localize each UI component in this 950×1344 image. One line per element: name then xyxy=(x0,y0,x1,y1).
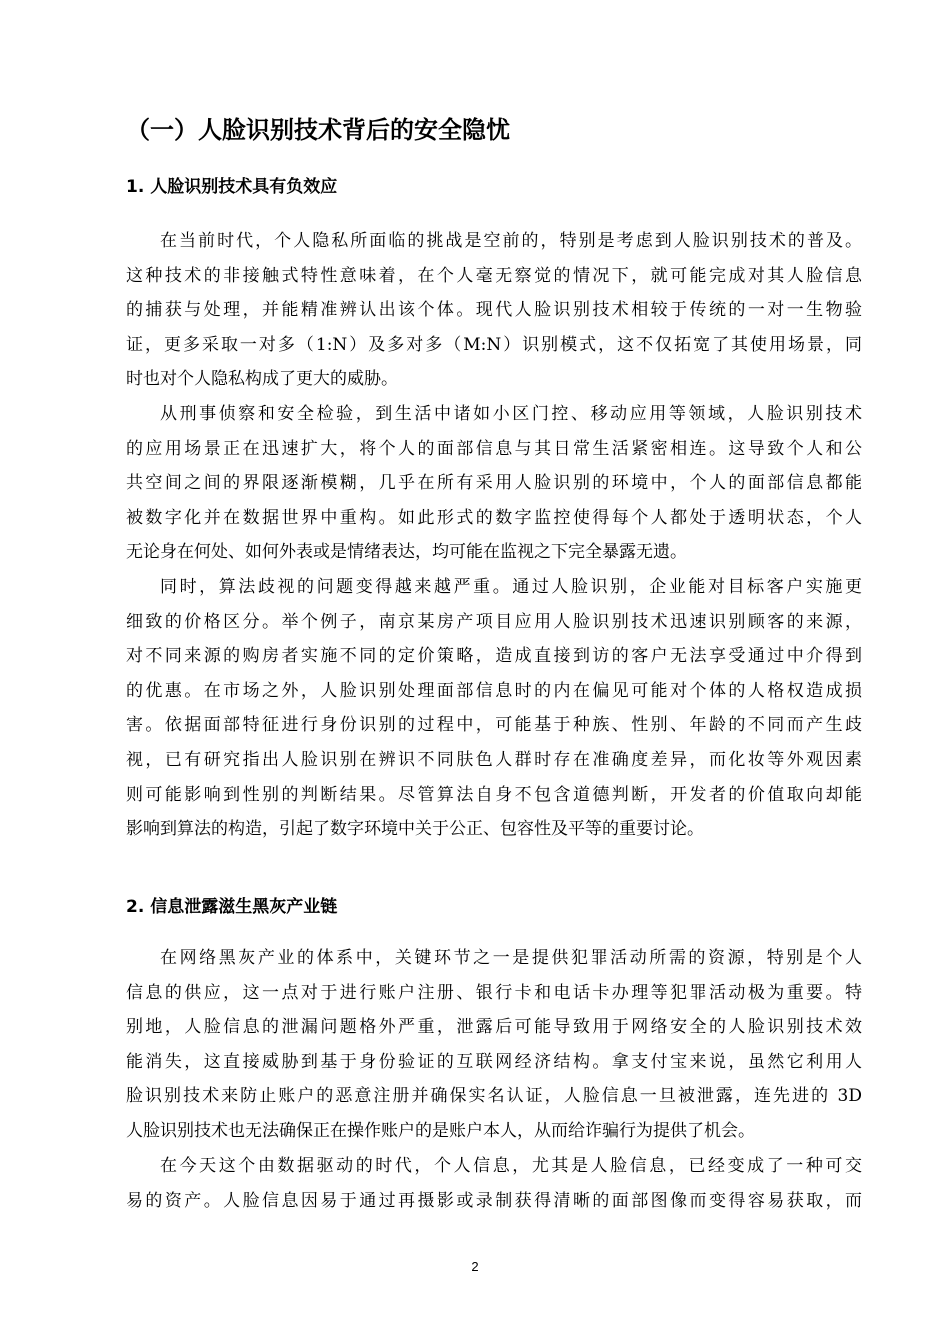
paragraph-5 xyxy=(126,1149,862,1218)
text-line: 脸识别技术来防止账户的恶意注册并确保实名认证，人脸信息一旦被泄露，连先进的 3D xyxy=(126,1086,862,1107)
text-line: 的捕获与处理，并能精准辨认出该个体。现代人脸识别技术相较于传统的一对一生物验 xyxy=(126,300,862,321)
section-title: （一）人脸识别技术背后的安全隐忧 xyxy=(126,116,510,144)
page-number: 2 xyxy=(471,1259,479,1274)
text-line: 被数字化并在数据世界中重构。如此形式的数字监控使得每个人都处于透明状态，个人 xyxy=(126,507,862,528)
text-line: 证，更多采取一对多（1:N）及多对多（M:N）识别模式，这不仅拓宽了其使用场景，同 xyxy=(126,334,862,355)
text-line: 在网络黑灰产业的体系中，关键环节之一是提供犯罪活动所需的资源，特别是个人 xyxy=(160,948,862,968)
text-line: 害。依据面部特征进行身份识别的过程中，可能基于种族、性别、年龄的不同而产生歧 xyxy=(126,715,862,736)
text-line: 视，已有研究指出人脸识别在辨识不同肤色人群时存在准确度差异，而化妆等外观因素 xyxy=(126,749,862,770)
text-line: 则可能影响到性别的判断结果。尽管算法自身不包含道德判断，开发者的价值取向却能 xyxy=(126,784,862,805)
text-line: 能消失，这直接威胁到基于身份验证的互联网经济结构。拿支付宝来说，虽然它利用人 xyxy=(126,1051,862,1072)
subsection-heading-1: 1. 人脸识别技术具有负效应 xyxy=(126,177,338,197)
text-line: 信息的供应，这一点对于进行账户注册、银行卡和电话卡办理等犯罪活动极为重要。特 xyxy=(126,982,862,1003)
text-line: 的应用场景正在迅速扩大，将个人的面部信息与其日常生活紧密相连。这导致个人和公 xyxy=(126,438,862,459)
text-line: 易的资产。人脸信息因易于通过再摄影或录制获得清晰的面部图像而变得容易获取，而 xyxy=(126,1190,862,1211)
text-line: 从刑事侦察和安全检验，到生活中诸如小区门控、移动应用等领域，人脸识别技术 xyxy=(160,404,862,424)
text-line: 共空间之间的界限逐渐模糊，几乎在所有采用人脸识别的环境中，个人的面部信息都能 xyxy=(126,473,862,494)
text-line: 在今天这个由数据驱动的时代，个人信息，尤其是人脸信息，已经变成了一种可交 xyxy=(160,1156,862,1176)
text-line: 对不同来源的购房者实施不同的定价策略，造成直接到访的客户无法享受通过中介得到 xyxy=(126,646,862,667)
text-line: 这种技术的非接触式特性意味着，在个人毫无察觉的情况下，就可能完成对其人脸信息 xyxy=(126,265,862,286)
subsection-heading-2: 2. 信息泄露滋生黑灰产业链 xyxy=(126,897,338,917)
paragraph-4 xyxy=(126,941,862,1149)
text-line: 同时，算法歧视的问题变得越来越严重。通过人脸识别，企业能对目标客户实施更 xyxy=(160,577,862,597)
paragraph-3 xyxy=(126,570,862,847)
paragraph-2 xyxy=(126,397,862,570)
text-line: 无论身在何处、如何外表或是情绪表达，均可能在监视之下完全暴露无遗。 xyxy=(126,542,687,563)
text-line: 别地，人脸信息的泄漏问题格外严重，泄露后可能导致用于网络安全的人脸识别技术效 xyxy=(126,1017,862,1038)
text-line: 影响到算法的构造，引起了数字环境中关于公正、包容性及平等的重要讨论。 xyxy=(126,819,704,840)
text-line: 细致的价格区分。举个例子，南京某房产项目应用人脸识别技术迅速识别顾客的来源， xyxy=(126,611,862,632)
text-line: 的优惠。在市场之外，人脸识别处理面部信息时的内在偏见可能对个体的人格权造成损 xyxy=(126,680,862,701)
text-line: 在当前时代，个人隐私所面临的挑战是空前的，特别是考虑到人脸识别技术的普及。 xyxy=(160,231,862,251)
text-line: 人脸识别技术也无法确保正在操作账户的是账户本人，从而给诈骗行为提供了机会。 xyxy=(126,1120,755,1141)
paragraph-1 xyxy=(126,224,862,397)
text-line: 时也对个人隐私构成了更大的威胁。 xyxy=(126,369,398,390)
